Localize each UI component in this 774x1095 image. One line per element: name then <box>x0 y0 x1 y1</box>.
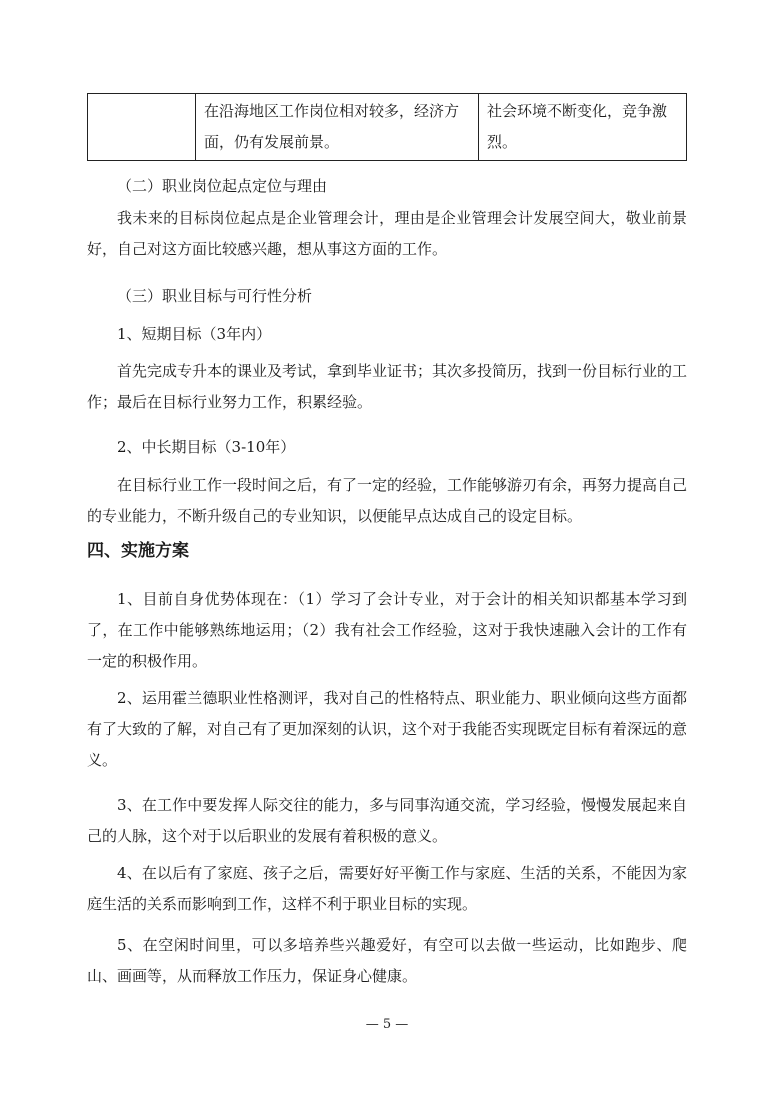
plan-item-3: 3、在工作中要发挥人际交往的能力，多与同事沟通交流，学习经验，慢慢发展起来自己的人脉，这个对于以后职业的发展有着积极的意义。 <box>87 796 687 845</box>
plan-item-5: 5、在空闲时间里，可以多培养些兴趣爱好，有空可以去做一些运动，比如跑步、爬山、画画等，从而释放工作压力，保证身心健康。 <box>87 936 687 985</box>
analysis-table <box>87 93 687 161</box>
table-row <box>88 94 687 161</box>
page-number: — 5 — <box>365 1017 409 1032</box>
subheading-long-term: 2、中长期目标（3-10年） <box>117 438 296 456</box>
table-cell-empty <box>88 94 196 161</box>
paragraph-long-term: 在目标行业工作一段时间之后，有了一定的经验，工作能够游刃有余，再努力提高自己的专业能力，不断升级自己的专业知识，以便能早点达成自己的设定目标。 <box>87 476 688 525</box>
chapter-title: 四、实施方案 <box>87 541 189 561</box>
subheading-short-term: 1、短期目标（3年内） <box>117 325 272 343</box>
section-heading-position: （二）职业岗位起点定位与理由 <box>117 177 328 195</box>
table-cell-opportunity: 在沿海地区工作岗位相对较多，经济方面，仍有发展前景。 <box>196 94 479 161</box>
table-cell-threat: 社会环境不断变化，竞争激烈。 <box>479 94 687 161</box>
section-heading-goals: （三）职业目标与可行性分析 <box>117 287 313 305</box>
plan-item-2: 2、运用霍兰德职业性格测评，我对自己的性格特点、职业能力、职业倾向这些方面都有了大致的了解，对自己有了更加深刻的认识，这个对于我能否实现既定目标有着深远的意义。 <box>87 689 688 769</box>
plan-item-4: 4、在以后有了家庭、孩子之后，需要好好平衡工作与家庭、生活的关系，不能因为家庭生活的关系而影响到工作，这样不利于职业目标的实现。 <box>87 864 687 913</box>
paragraph-position-reason: 我未来的目标岗位起点是企业管理会计，理由是企业管理会计发展空间大，敬业前景好，自己对这方面比较感兴趣，想从事这方面的工作。 <box>87 209 687 258</box>
plan-item-1: 1、目前自身优势体现在：（1）学习了会计专业，对于会计的相关知识都基本学习到了，在工作中能够熟练地运用；（2）我有社会工作经验，这对于我快速融入会计的工作有一定的积极作用。 <box>87 590 687 670</box>
paragraph-short-term: 首先完成专升本的课业及考试，拿到毕业证书；其次多投简历，找到一份目标行业的工作；最后在目标行业努力工作，积累经验。 <box>87 362 688 411</box>
